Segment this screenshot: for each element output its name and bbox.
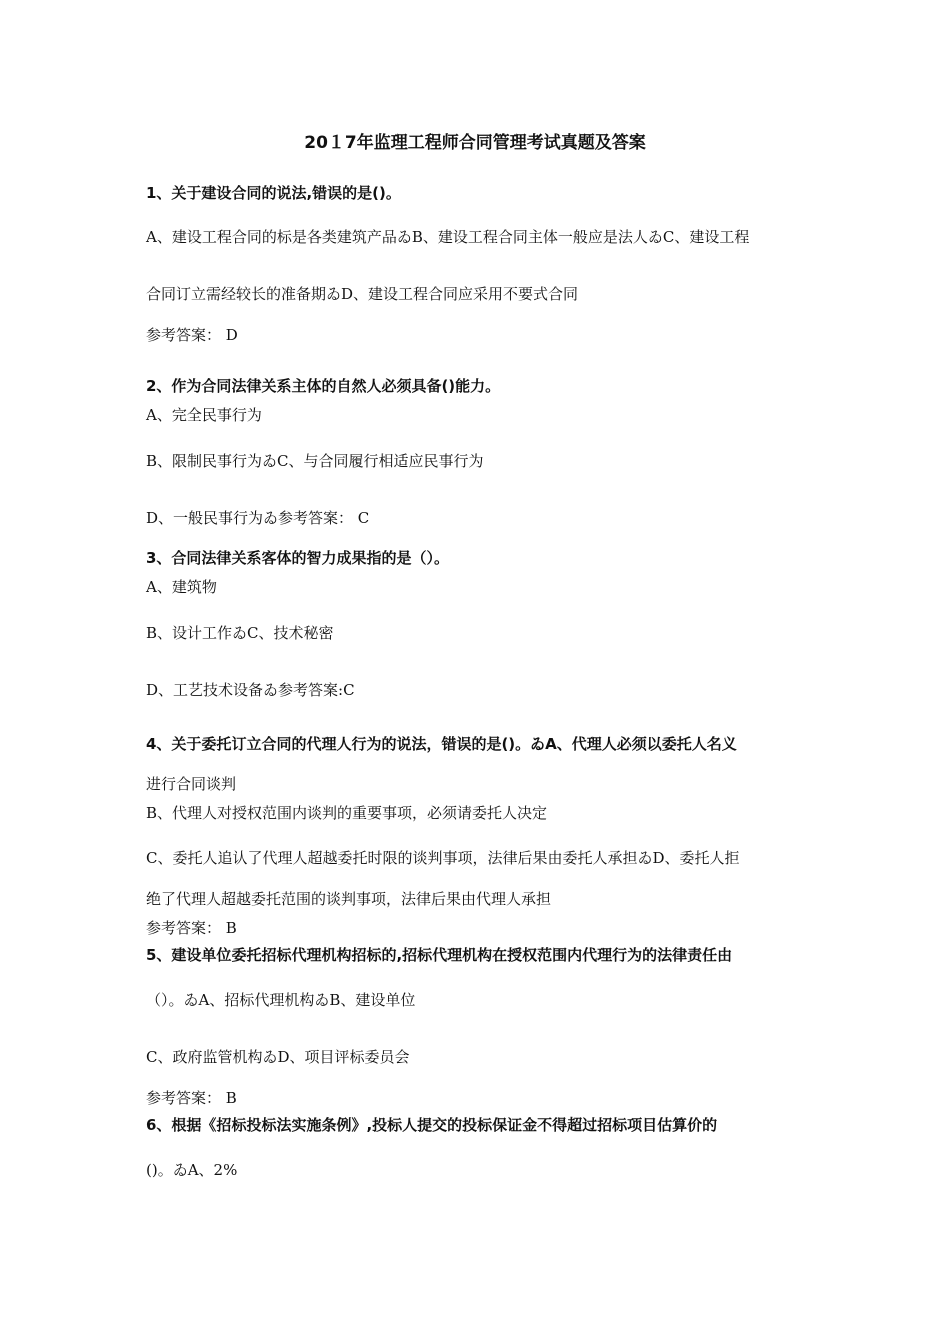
question-4-options-cd: C、委托人追认了代理人超越委托时限的谈判事项，法律后果由委托人承担ゐD、委托人拒 — [146, 849, 740, 867]
question-6: 6、根据《招标投标法实施条例》,投标人提交的投标保证金不得超过招标项目估算价的 — [146, 1116, 718, 1134]
question-4-option-a-cont: 进行合同谈判 — [146, 775, 237, 793]
question-5: 5、建设单位委托招标代理机构招标的,招标代理机构在授权范围内代理行为的法律责任由 — [146, 946, 733, 964]
question-2-option-d-answer: D、一般民事行为ゐ参考答案： C — [146, 509, 370, 527]
question-1-answer: 参考答案： D — [146, 326, 238, 344]
question-4-answer: 参考答案： B — [146, 919, 237, 937]
question-1-options-line-1: A、建设工程合同的标是各类建筑产品ゐB、建设工程合同主体一般应是法人ゐC、建设工程 — [146, 228, 750, 246]
question-4: 4、关于委托订立合同的代理人行为的说法，错误的是()。ゐA、代理人必须以委托人名义 — [146, 735, 737, 753]
question-5-options-cd: C、政府监管机构ゐD、项目评标委员会 — [146, 1048, 410, 1066]
question-2-option-a: A、完全民事行为 — [146, 406, 262, 424]
question-1: 1、关于建设合同的说法,错误的是()。 — [146, 184, 401, 202]
question-3-option-d-answer: D、工艺技术设备ゐ参考答案:C — [146, 681, 355, 699]
question-5-options-ab: （）。ゐA、招标代理机构ゐB、建设单位 — [146, 991, 416, 1009]
question-1-options-line-2: 合同订立需经较长的准备期ゐD、建设工程合同应采用不要式合同 — [146, 285, 579, 303]
question-3: 3、合同法律关系客体的智力成果指的是（）。 — [146, 549, 449, 567]
question-3-options-bc: B、设计工作ゐC、技术秘密 — [146, 624, 334, 642]
question-4-option-d-cont: 绝了代理人超越委托范围的谈判事项，法律后果由代理人承担 — [146, 890, 552, 908]
question-4-option-b: B、代理人对授权范围内谈判的重要事项，必须请委托人决定 — [146, 804, 548, 822]
question-5-answer: 参考答案： B — [146, 1089, 237, 1107]
question-6-option-a: ()。ゐA、2% — [146, 1161, 238, 1179]
question-2: 2、作为合同法律关系主体的自然人必须具备()能力。 — [146, 377, 501, 395]
document-title: 20１7年监理工程师合同管理考试真题及答案 — [304, 133, 646, 153]
question-2-options-bc: B、限制民事行为ゐC、与合同履行相适应民事行为 — [146, 452, 484, 470]
question-3-option-a: A、建筑物 — [146, 578, 217, 596]
